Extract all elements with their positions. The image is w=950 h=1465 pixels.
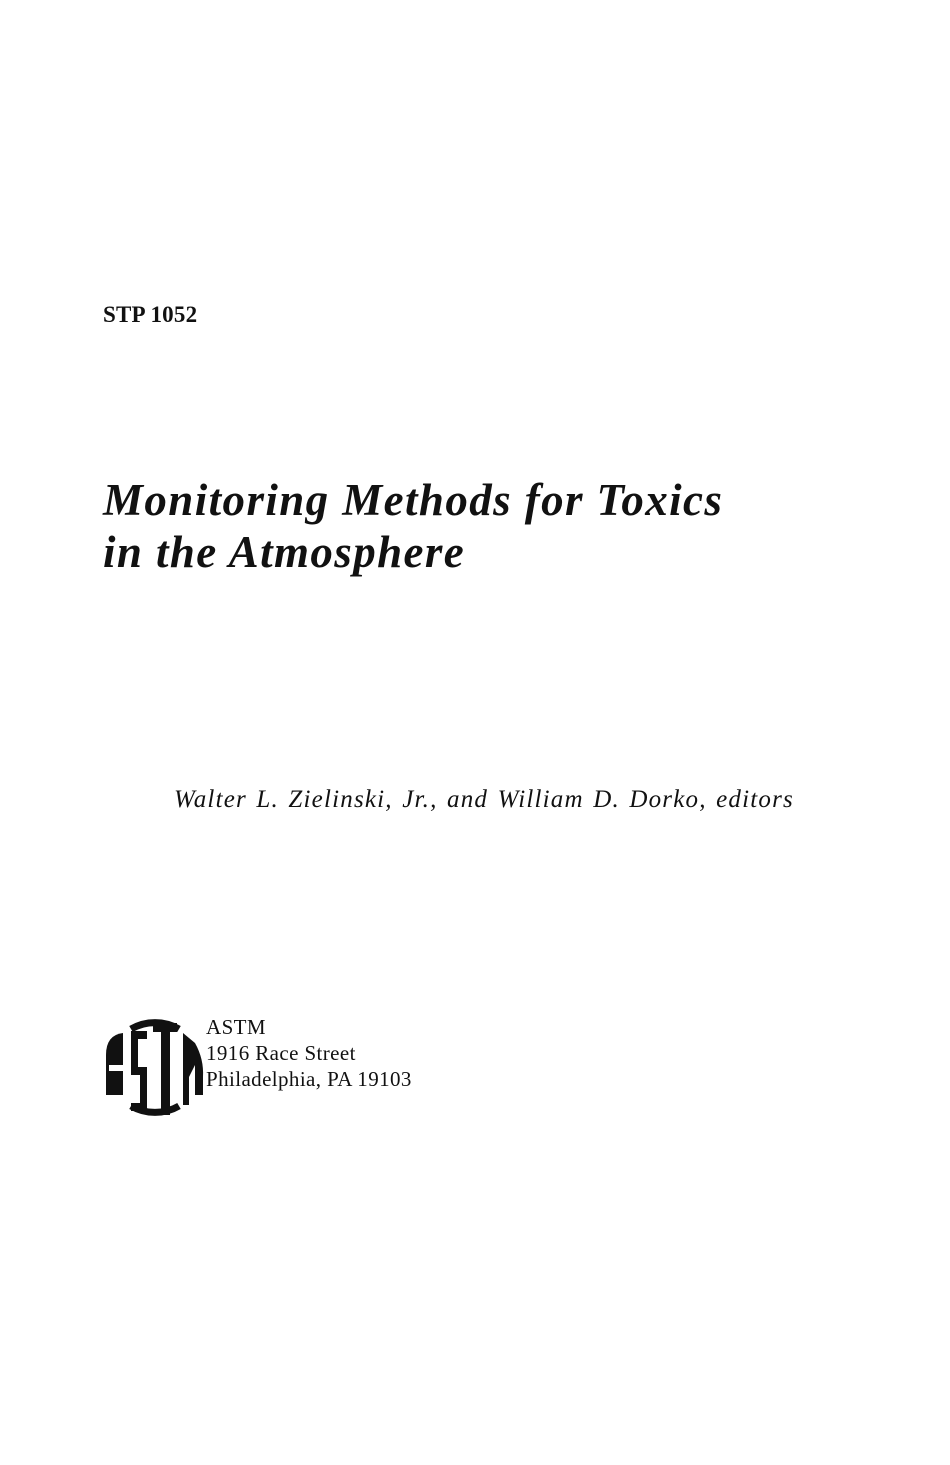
stp-number: STP 1052	[103, 302, 198, 327]
title-line-1: Monitoring Methods for Toxics	[103, 475, 724, 525]
title-line-2: in the Atmosphere	[103, 527, 466, 577]
publisher-address	[206, 1014, 412, 1092]
publisher-city: Philadelphia, PA 19103	[206, 1067, 412, 1091]
astm-logo-icon	[103, 1015, 206, 1120]
book-title	[103, 474, 903, 578]
publisher-name: ASTM	[206, 1015, 266, 1039]
editors-line: Walter L. Zielinski, Jr., and William D. Dorko, editors	[174, 786, 794, 813]
publisher-street: 1916 Race Street	[206, 1041, 356, 1065]
